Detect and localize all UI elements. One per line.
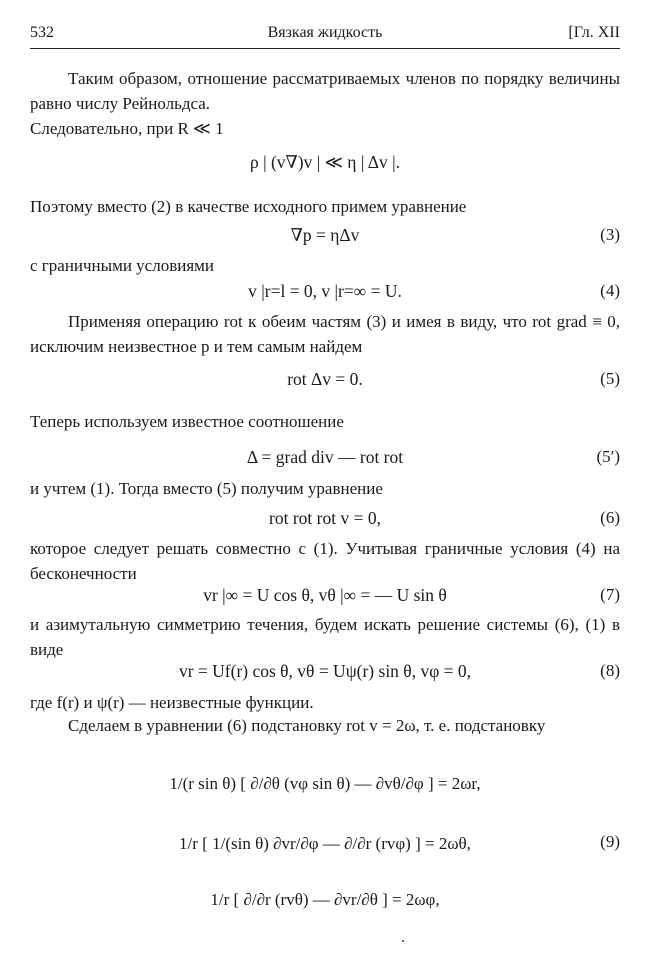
equation-4-number: (4) xyxy=(600,281,620,300)
equation-8-number: (8) xyxy=(600,661,620,680)
paragraph-7: и учтем (1). Тогда вместо (5) получим уравнение xyxy=(30,479,383,498)
equation-9-line-2: 1/r [ 1/(sin θ) ∂vr/∂φ — ∂/∂r (rvφ) ] = 2ωθ, xyxy=(179,834,471,853)
paragraph-10: где f(r) и ψ(r) — неизвестные функции. xyxy=(30,693,314,712)
running-header xyxy=(30,24,620,49)
equation-5-body: rot Δv = 0. xyxy=(287,369,363,389)
equation-9-number: (9) xyxy=(600,832,620,851)
print-dot xyxy=(402,940,404,942)
equation-7 xyxy=(30,582,620,608)
paragraph-5: Применяя операцию rot к обеим частям (3) и имея в виду, что rot grad ≡ 0, исключим неизвестное p и тем самым найдем xyxy=(30,312,620,356)
paragraph-4: с граничными условиями xyxy=(30,256,215,275)
equation-9-system xyxy=(30,760,620,960)
paragraph-1: Таким образом, отношение рассматриваемых членов по порядку величины равно числу Рейнольдса. xyxy=(30,69,620,113)
paragraph-9: и азимутальную симметрию течения, будем искать решение системы (6), (1) в виде xyxy=(30,615,620,659)
equation-5 xyxy=(30,366,620,392)
equation-5-prime xyxy=(30,444,620,470)
equation-4-body: v |r=l = 0, v |r=∞ = U. xyxy=(248,281,402,301)
inequality xyxy=(30,149,620,175)
equation-8 xyxy=(30,658,620,684)
equation-6-body: rot rot rot v = 0, xyxy=(269,508,381,528)
paragraph-2: Следовательно, при R ≪ 1 xyxy=(30,119,224,138)
equation-8-body: vr = Uf(r) cos θ, vθ = Uψ(r) sin θ, vφ = 0, xyxy=(178,661,472,681)
paragraph-11: Сделаем в уравнении (6) подстановку rot v = 2ω, т. е. подстановку xyxy=(68,716,546,735)
equation-6 xyxy=(30,505,620,531)
running-title: Вязкая жидкость xyxy=(267,24,383,41)
paragraph-3: Поэтому вместо (2) в качестве исходного примем уравнение xyxy=(30,197,467,216)
equation-5-number: (5) xyxy=(600,369,620,388)
equation-4 xyxy=(30,278,620,304)
equation-7-body: vr |∞ = U cos θ, vθ |∞ = — U sin θ xyxy=(203,585,447,605)
equation-3-number: (3) xyxy=(600,225,620,244)
equation-3-body: ∇p = ηΔv xyxy=(290,225,360,245)
equation-5-prime-number: (5′) xyxy=(596,447,620,466)
paragraph-8: которое следует решать совместно с (1). Учитывая граничные условия (4) на бесконечности xyxy=(30,539,620,583)
page-number: 532 xyxy=(30,24,54,41)
equation-9-line-1: 1/(r sin θ) [ ∂/∂θ (vφ sin θ) — ∂vθ/∂φ ] = 2ωr, xyxy=(169,774,481,793)
chapter-label: [Гл. XII xyxy=(568,24,620,41)
equation-7-number: (7) xyxy=(600,585,620,604)
equation-3 xyxy=(30,222,620,248)
paragraph-6: Теперь используем известное соотношение xyxy=(30,412,344,431)
equation-9-line-3: 1/r [ ∂/∂r (rvθ) — ∂vr/∂θ ] = 2ωφ, xyxy=(210,890,440,909)
equation-6-number: (6) xyxy=(600,508,620,527)
equation-5-prime-body: Δ = grad div — rot rot xyxy=(246,447,404,467)
inequality-body: ρ | (v∇)v | ≪ η | Δv |. xyxy=(249,152,400,172)
